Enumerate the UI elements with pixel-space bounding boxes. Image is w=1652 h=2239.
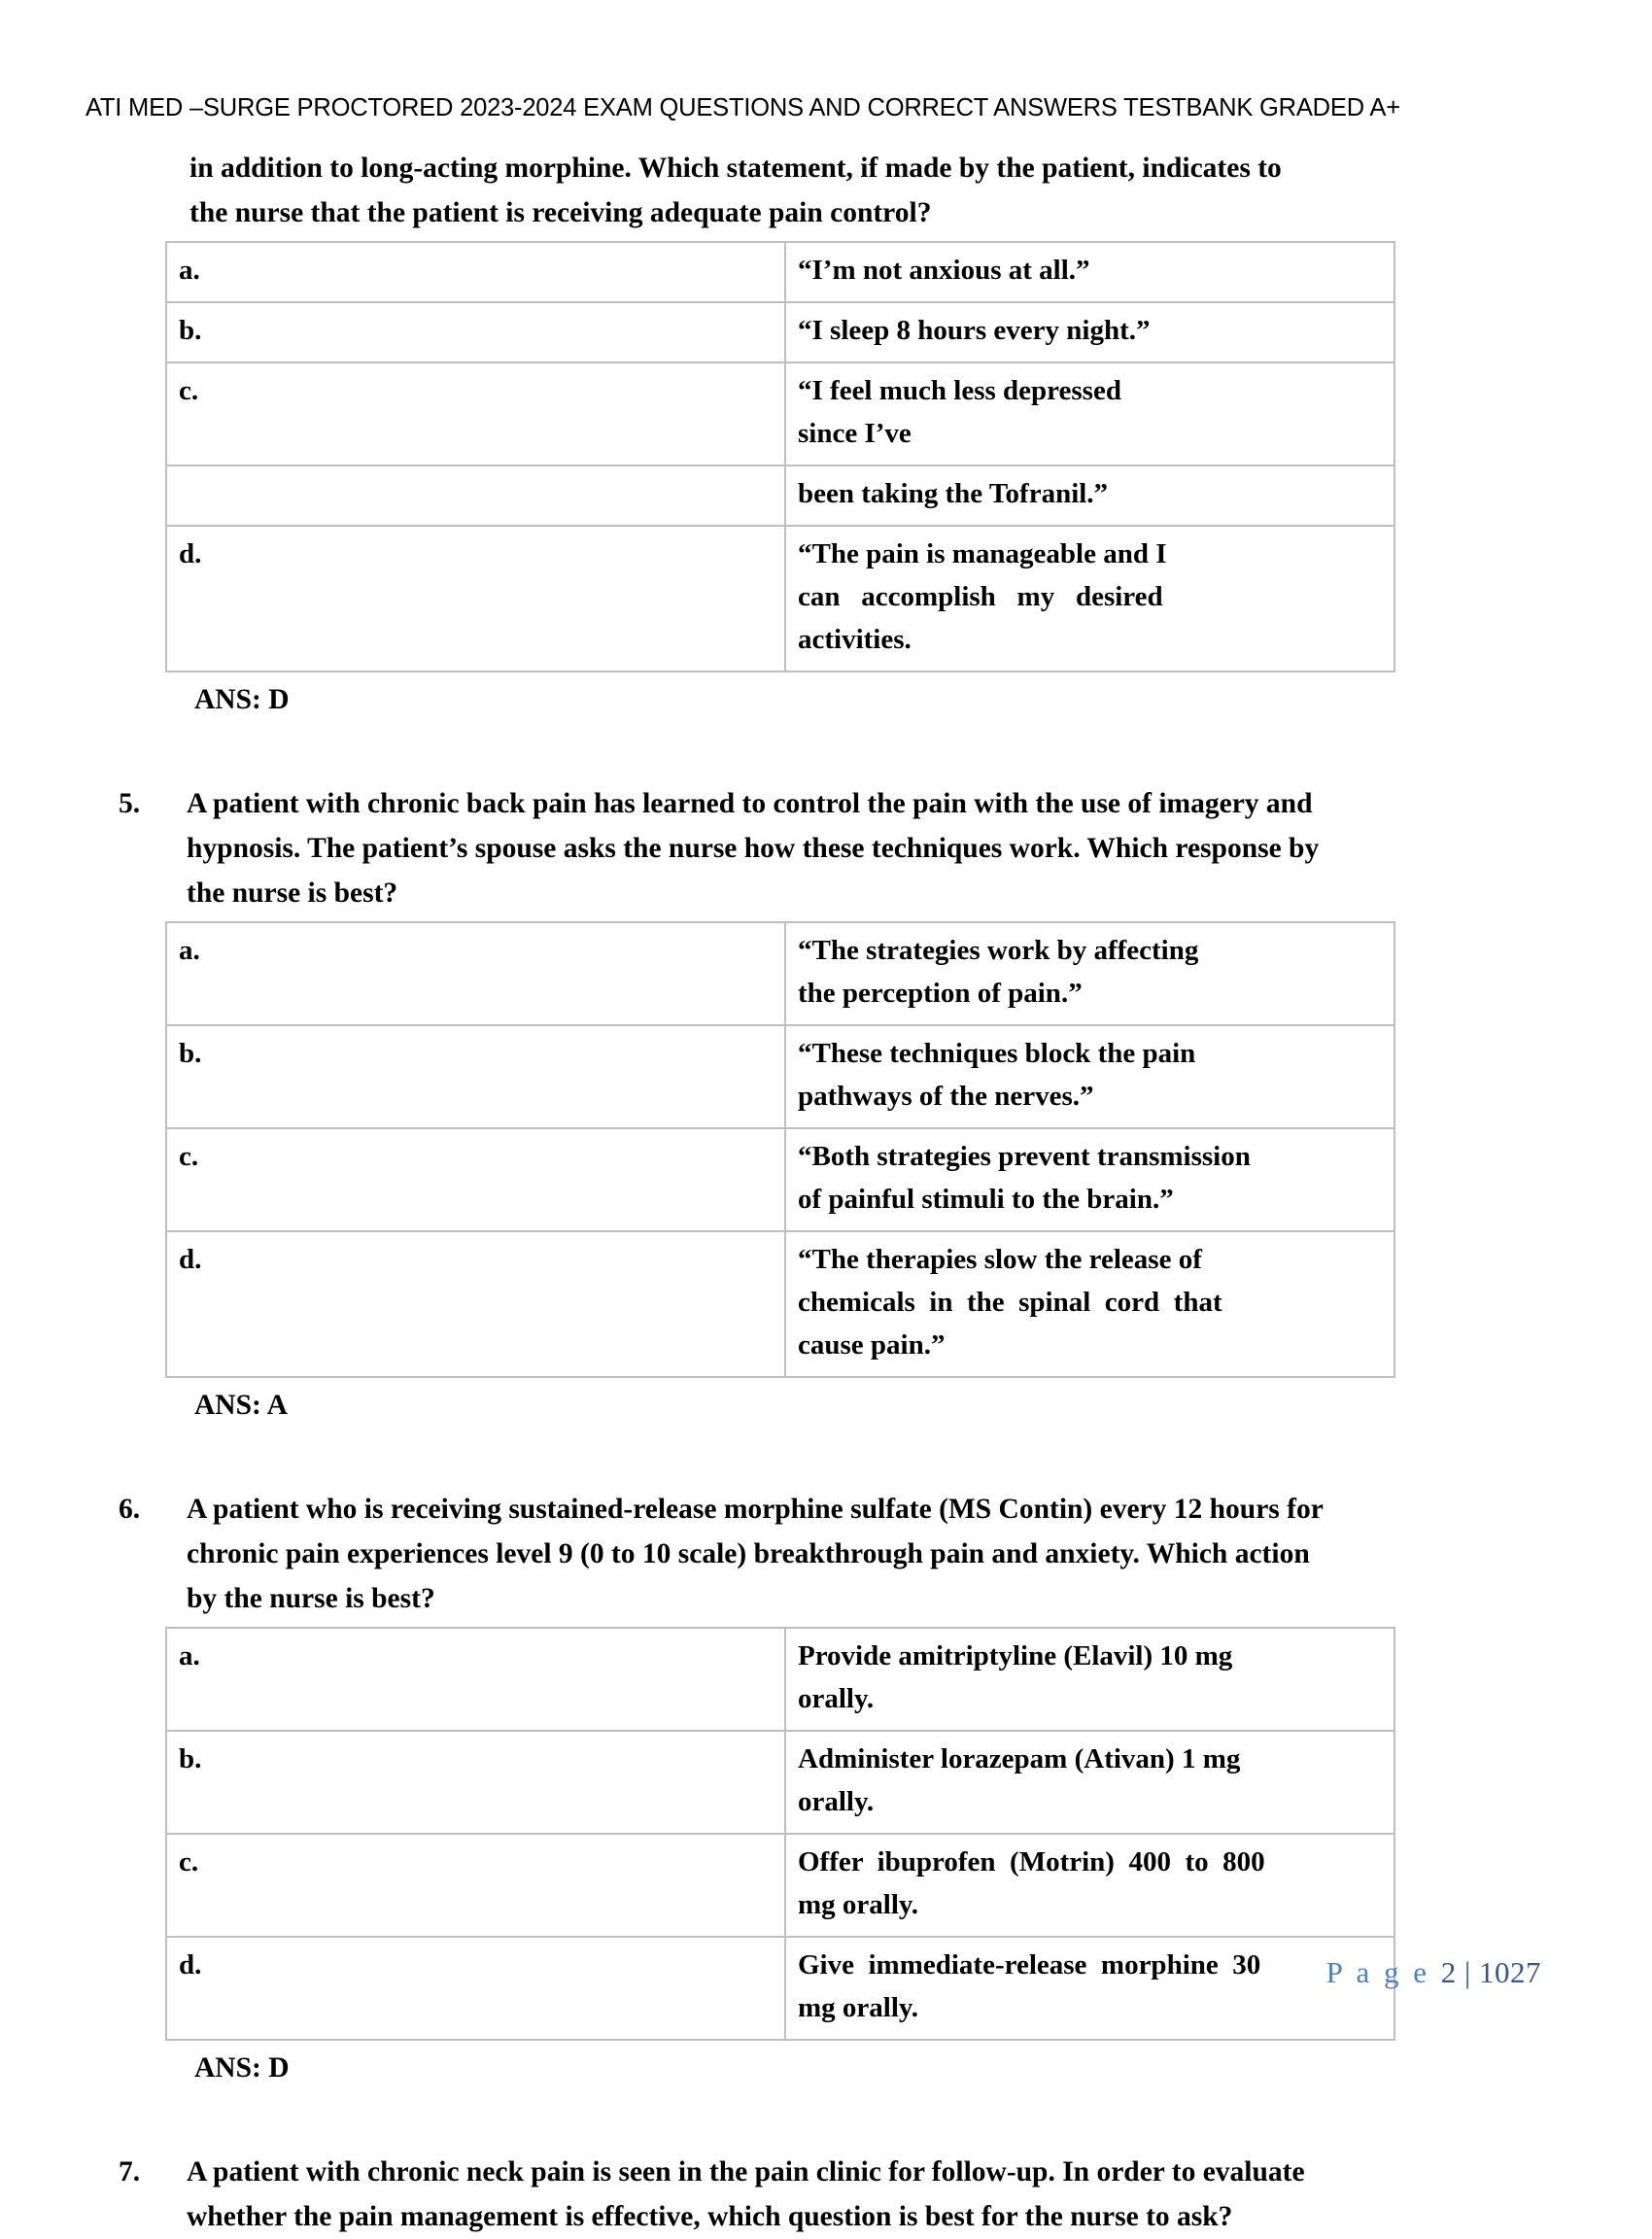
option-text-line: “The therapies slow the release of	[798, 1244, 1202, 1275]
table-row[interactable]	[166, 242, 1394, 302]
option-letter: c.	[166, 1128, 785, 1231]
question-stem-line: by the nurse is best?	[187, 1583, 435, 1614]
question-stem	[0, 781, 1652, 915]
option-text	[785, 922, 1394, 1025]
table-row[interactable]	[166, 1128, 1394, 1231]
question-stem	[0, 1487, 1652, 1621]
option-text	[785, 362, 1394, 465]
question-stem-text	[187, 2150, 1652, 2239]
option-text	[785, 1128, 1394, 1231]
table-row[interactable]	[166, 362, 1394, 465]
option-text	[785, 1231, 1394, 1377]
option-text	[785, 1025, 1394, 1128]
question-stem-line: hypnosis. The patient’s spouse asks the nurse how these techniques work. Which response by	[187, 833, 1320, 864]
question-stem	[0, 146, 1652, 235]
question-stem-line: whether the pain management is effective, which question is best for the nurse to ask?	[187, 2201, 1233, 2232]
table-row[interactable]	[166, 465, 1394, 526]
option-text-line: chemicals in the spinal cord that	[798, 1287, 1222, 1318]
option-text-line: mg orally.	[798, 1992, 919, 2023]
answer-key: ANS: D	[194, 684, 290, 715]
question-stem-line: in addition to long-acting morphine. Which statement, if made by the patient, indicates to	[189, 153, 1282, 184]
document-running-header: ATI MED –SURGE PROCTORED 2023-2024 EXAM QUESTIONS AND CORRECT ANSWERS TESTBANK GRADED A+	[86, 94, 1400, 121]
table-row[interactable]	[166, 1937, 1394, 2040]
option-text-line: Give immediate-release morphine 30	[798, 1949, 1261, 1981]
option-text-line: Provide amitriptyline (Elavil) 10 mg	[798, 1640, 1233, 1671]
option-letter: b.	[166, 1731, 785, 1834]
option-text-line: orally.	[798, 1683, 875, 1714]
table-row[interactable]	[166, 526, 1394, 672]
option-letter: d.	[166, 1231, 785, 1377]
option-text	[785, 465, 1394, 526]
option-letter: a.	[166, 922, 785, 1025]
option-text-line: been taking the Tofranil.”	[798, 478, 1109, 509]
answer-options-table	[165, 1627, 1395, 2041]
question-stem-line: A patient with chronic back pain has learned to control the pain with the use of imagery and	[187, 788, 1313, 819]
option-letter: d.	[166, 1937, 785, 2040]
question-block	[0, 781, 1652, 1427]
option-text-line: mg orally.	[798, 1889, 919, 1920]
option-letter: a.	[166, 242, 785, 302]
option-letter: b.	[166, 1025, 785, 1128]
option-text-line: “I feel much less depressed	[798, 375, 1121, 406]
table-row[interactable]	[166, 1231, 1394, 1377]
option-text-line: “The strategies work by affecting	[798, 935, 1199, 966]
question-stem-line: the nurse is best?	[187, 878, 398, 909]
block-spacer	[0, 1427, 1652, 1487]
page-footer	[1326, 1955, 1541, 1990]
document-body	[0, 146, 1652, 2239]
option-text	[785, 1834, 1394, 1937]
option-letter: a.	[166, 1628, 785, 1731]
block-spacer	[0, 2089, 1652, 2150]
option-text-line: pathways of the nerves.”	[798, 1081, 1094, 1112]
option-text	[785, 1628, 1394, 1731]
table-row[interactable]	[166, 302, 1394, 362]
option-text-line: since I’ve	[798, 418, 912, 449]
table-row[interactable]	[166, 1834, 1394, 1937]
option-letter: c.	[166, 1834, 785, 1937]
question-stem-text	[0, 146, 1652, 235]
page-footer-label: P a g e	[1325, 1955, 1441, 1989]
option-text-line: “These techniques block the pain	[798, 1038, 1196, 1069]
block-spacer	[0, 721, 1652, 781]
option-text-line: “I sleep 8 hours every night.”	[798, 315, 1151, 346]
question-stem-text	[187, 781, 1652, 915]
answer-options-table	[165, 921, 1395, 1378]
option-letter: b.	[166, 302, 785, 362]
option-text-line: cause pain.”	[798, 1329, 946, 1361]
option-text-line: activities.	[798, 624, 912, 655]
option-text-line: Administer lorazepam (Ativan) 1 mg	[798, 1743, 1241, 1774]
option-text	[785, 1937, 1394, 2040]
question-stem-line: A patient who is receiving sustained-release morphine sulfate (MS Contin) every 12 hours for	[187, 1494, 1324, 1525]
question-block	[0, 146, 1652, 721]
option-text	[785, 526, 1394, 672]
answer-options-table	[165, 241, 1395, 672]
table-row[interactable]	[166, 1731, 1394, 1834]
page-footer-number: 2 | 1027	[1440, 1955, 1541, 1989]
question-block	[0, 2150, 1652, 2239]
table-row[interactable]	[166, 1025, 1394, 1128]
question-stem-line: chronic pain experiences level 9 (0 to 10 scale) breakthrough pain and anxiety. Which action	[187, 1538, 1310, 1569]
question-number: 7.	[119, 2156, 141, 2187]
option-letter: c.	[166, 362, 785, 465]
option-letter	[166, 465, 785, 526]
question-stem-line: the nurse that the patient is receiving adequate pain control?	[189, 197, 932, 228]
answer-key: ANS: D	[194, 2052, 290, 2084]
question-stem-text	[187, 1487, 1652, 1621]
question-number: 6.	[119, 1494, 141, 1525]
question-stem	[0, 2150, 1652, 2239]
question-stem-line: A patient with chronic neck pain is seen in the pain clinic for follow-up. In order to evaluate	[187, 2156, 1305, 2187]
option-letter: d.	[166, 526, 785, 672]
option-text-line: can accomplish my desired	[798, 581, 1163, 612]
option-text	[785, 1731, 1394, 1834]
answer-key: ANS: A	[194, 1390, 288, 1421]
option-text	[785, 242, 1394, 302]
option-text-line: the perception of pain.”	[798, 978, 1083, 1009]
option-text-line: “Both strategies prevent transmission	[798, 1141, 1251, 1172]
question-block	[0, 1487, 1652, 2089]
option-text-line: of painful stimuli to the brain.”	[798, 1184, 1174, 1215]
table-row[interactable]	[166, 1628, 1394, 1731]
option-text-line: “I’m not anxious at all.”	[798, 255, 1090, 286]
option-text-line: “The pain is manageable and I	[798, 538, 1167, 569]
option-text-line: orally.	[798, 1786, 875, 1817]
table-row[interactable]	[166, 922, 1394, 1025]
option-text	[785, 302, 1394, 362]
question-number: 5.	[119, 788, 141, 819]
option-text-line: Offer ibuprofen (Motrin) 400 to 800	[798, 1846, 1265, 1877]
